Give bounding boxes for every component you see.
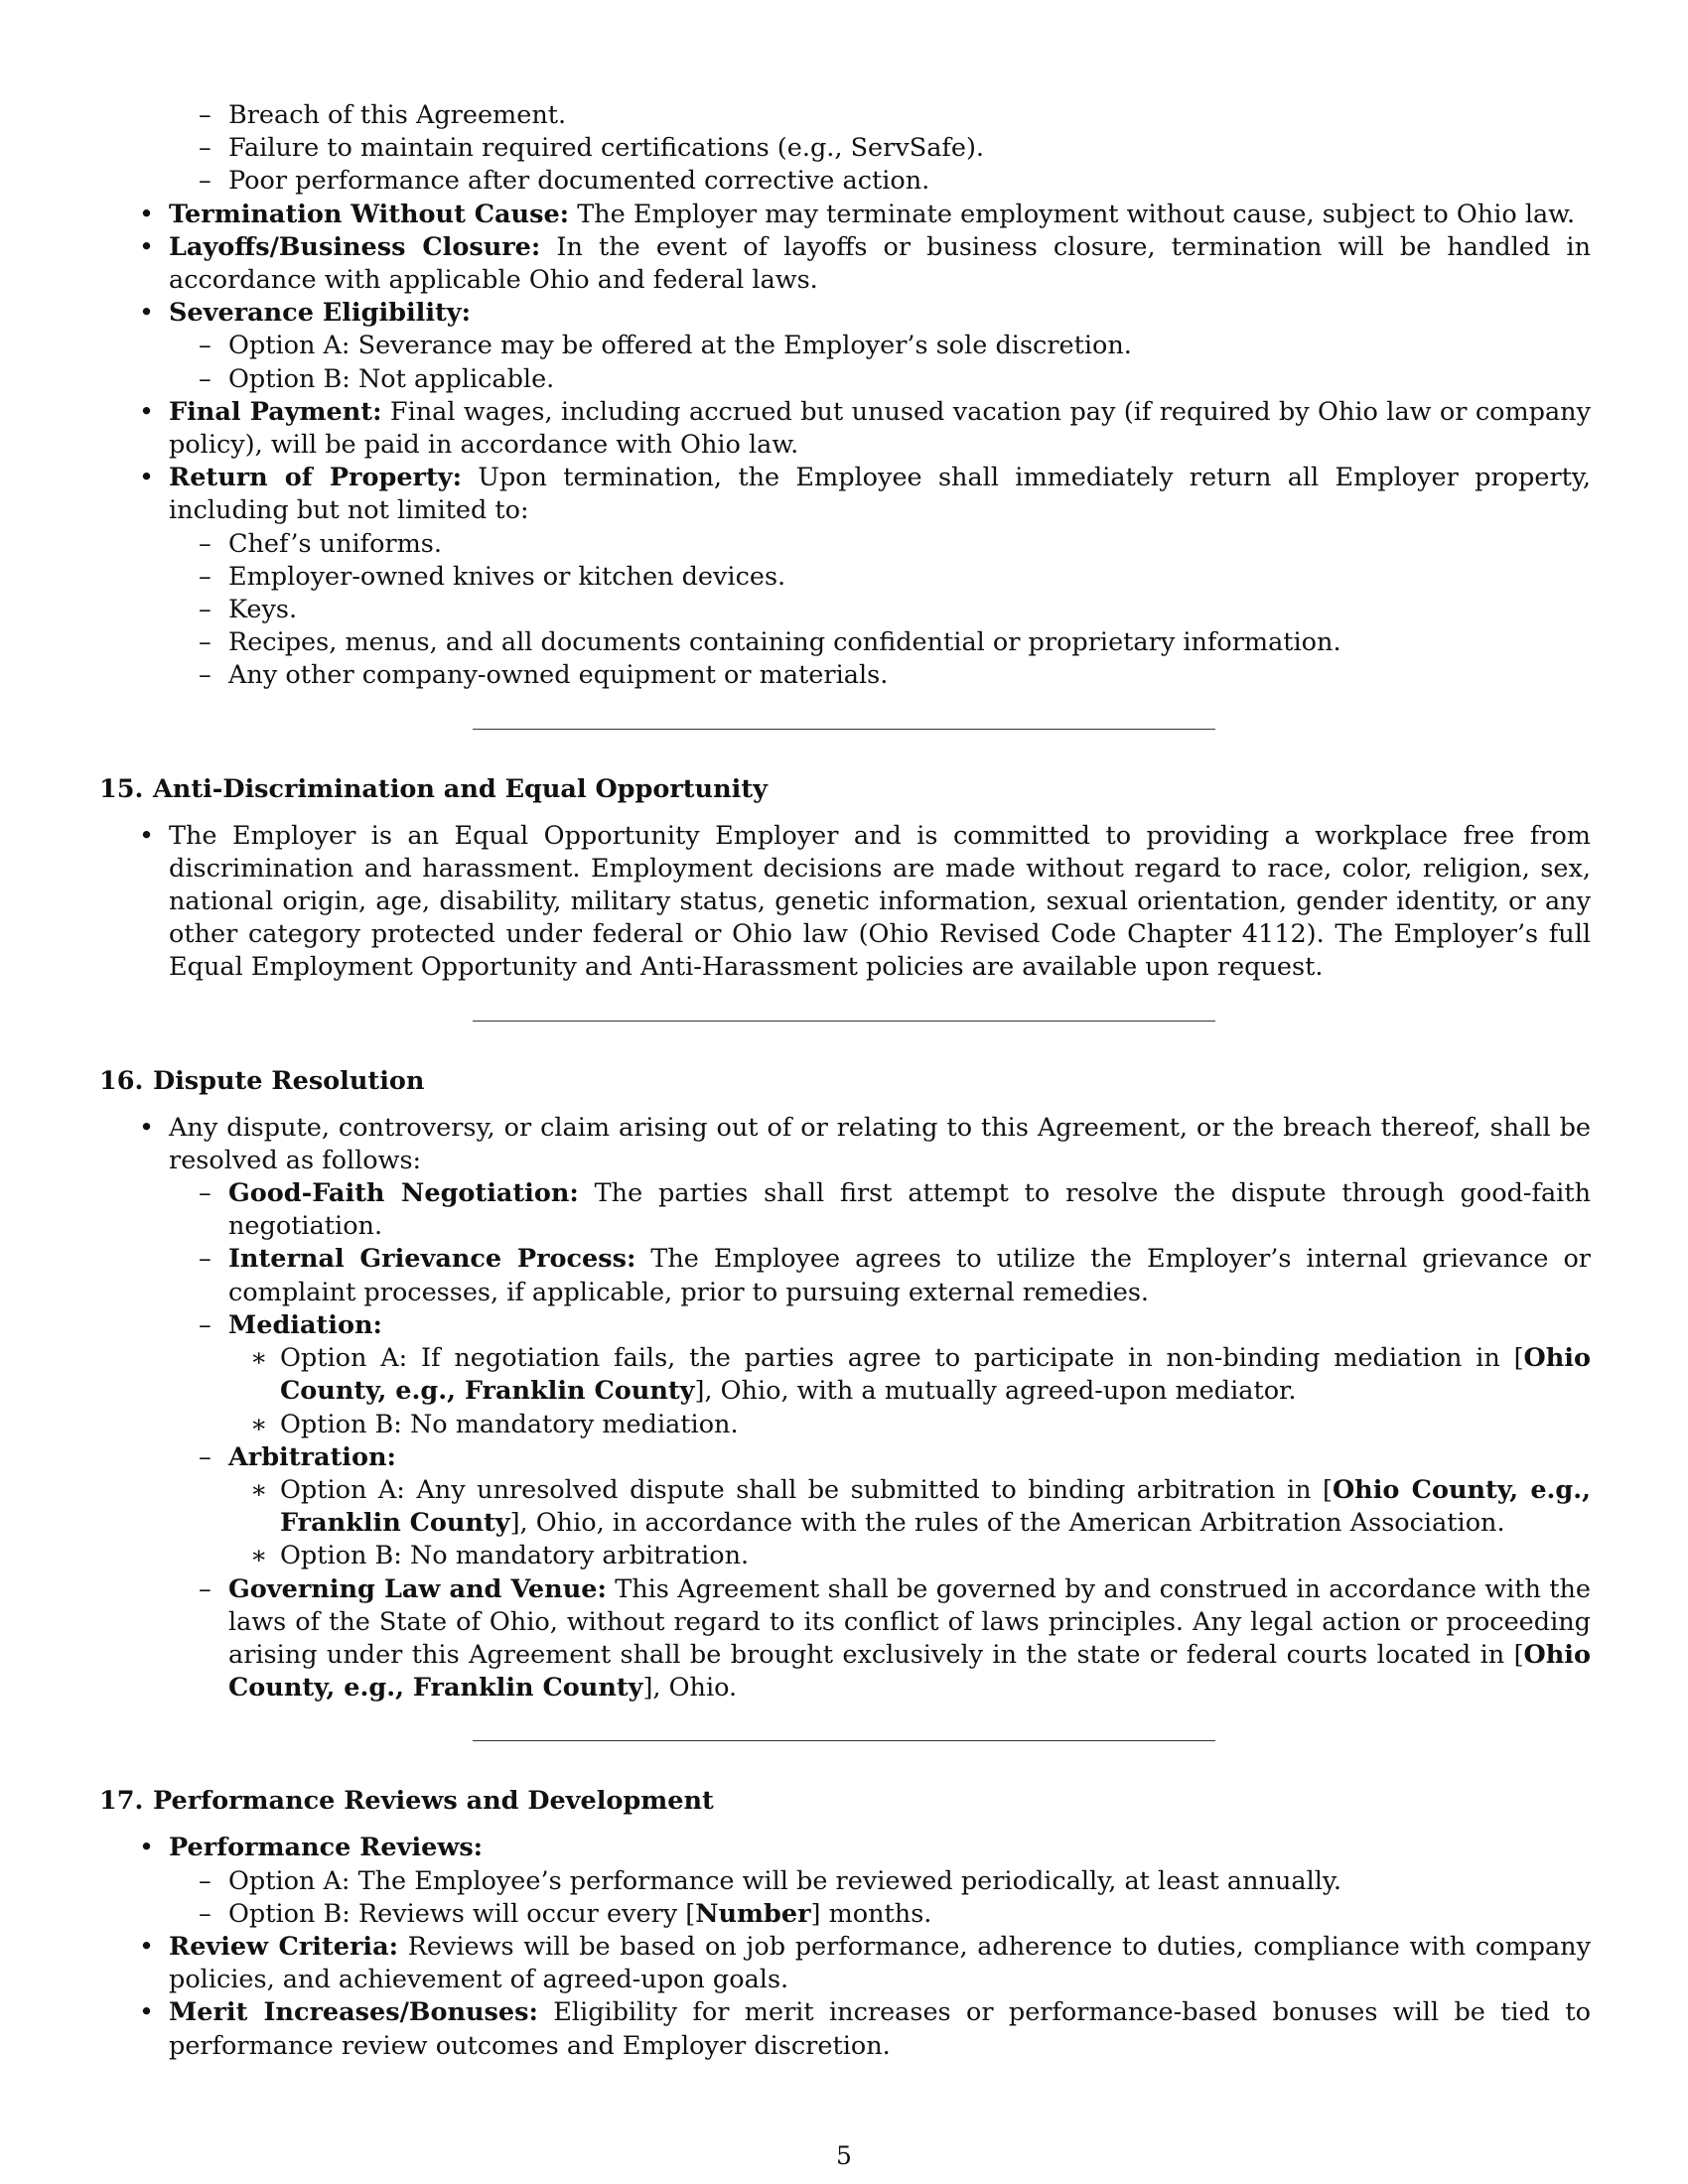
list-item-termination-without-cause (99, 199, 1591, 231)
section-number: 17. (99, 1786, 144, 1817)
section-17-list (99, 1832, 1591, 2062)
item-text: Upon termination, the Employee shall immediately return all Employer property, including but not limited to: (169, 463, 1591, 526)
list-item-severance (99, 297, 1591, 330)
document-page (99, 99, 1591, 2063)
list-item: – Employer-owned knives or kitchen devices. (99, 561, 1591, 594)
item-label: Review Criteria: (169, 1931, 399, 1962)
page-number: 5 (836, 2141, 852, 2170)
list-item: – Recipes, menus, and all documents containing confidential or proprietary information. (99, 626, 1591, 659)
list-item (99, 1898, 1591, 1931)
item-text: This Agreement shall be governed by and construed in accordance with the laws of the State of Ohio, without regard to its conflict of laws principles. Any legal action or proceeding arising under this Agreement shall be brought exclusively in the state or federal courts located in [ (228, 1573, 1591, 1670)
list-item-negotiation (99, 1177, 1591, 1243)
item-label: Good-Faith Negotiation: (228, 1178, 579, 1209)
list-item: – Any other company-owned equipment or materials. (99, 659, 1591, 692)
item-text: Option B: Reviews will occur every [ (228, 1898, 696, 1929)
item-label: Termination Without Cause: (169, 199, 570, 229)
list-item-merit-increases (99, 1996, 1591, 2062)
item-label: Mediation: (228, 1309, 382, 1340)
item-label: Merit Increases/Bonuses: (169, 1997, 538, 2028)
section-divider (473, 1740, 1215, 1741)
item-label: Arbitration: (228, 1441, 396, 1472)
item-label: Layoffs/Business Closure: (169, 231, 541, 262)
item-label: Severance Eligibility: (169, 298, 472, 329)
placeholder-text: Ohio County, e.g., Franklin County (280, 1343, 1591, 1407)
item-text: Eligibility for merit increases or performance-based bonuses will be tied to performance review outcomes and Employer discretion. (169, 1997, 1591, 2061)
list-item: ∗ Option B: No mandatory mediation. (99, 1409, 1591, 1441)
list-item: – Breach of this Agreement. (99, 99, 1591, 132)
termination-list (99, 99, 1591, 693)
item-text: The Employee agrees to utilize the Employer’s internal grievance or complaint processes, if applicable, prior to pursuing external remedies. (228, 1244, 1591, 1307)
list-item-governing-law (99, 1573, 1591, 1706)
list-item-layoffs (99, 231, 1591, 297)
list-item: – Failure to maintain required certifications (e.g., ServSafe). (99, 132, 1591, 165)
section-title: Dispute Resolution (153, 1065, 425, 1096)
list-item-final-payment (99, 396, 1591, 462)
item-text: Option A: Any unresolved dispute shall be submitted to binding arbitration in [ (280, 1474, 1333, 1505)
list-item: • Any dispute, controversy, or claim arising out of or relating to this Agreement, or the breach thereof, shall be resolved as follows: (99, 1112, 1591, 1177)
item-label: Internal Grievance Process: (228, 1244, 636, 1275)
list-item: – Option A: The Employee’s performance will be reviewed periodically, at least annually. (99, 1865, 1591, 1898)
item-text: The Employer may terminate employment without cause, subject to Ohio law. (569, 199, 1576, 229)
list-item-return-of-property (99, 462, 1591, 527)
item-text: ] months. (810, 1898, 932, 1929)
list-item: – Poor performance after documented corrective action. (99, 165, 1591, 198)
section-heading-15 (99, 773, 1591, 806)
list-item-grievance (99, 1243, 1591, 1308)
item-text: ], Ohio, with a mutually agreed-upon mediator. (694, 1376, 1297, 1407)
item-label: Performance Reviews: (169, 1833, 484, 1863)
placeholder-text: Ohio County, e.g., Franklin County (280, 1474, 1592, 1539)
list-item-arbitration (99, 1441, 1591, 1474)
section-heading-16 (99, 1065, 1591, 1098)
list-item: – Chef’s uniforms. (99, 528, 1591, 561)
placeholder-text: Ohio County, e.g., Franklin County (228, 1639, 1591, 1704)
list-item-performance-reviews (99, 1832, 1591, 1864)
section-title: Anti-Discrimination and Equal Opportunity (153, 773, 768, 804)
item-label: Governing Law and Venue: (228, 1573, 607, 1604)
list-item: • The Employer is an Equal Opportunity Employer and is committed to providing a workplace free from discrimination and harassment. Employment decisions are made without regard to race, color, religion, sex, national origin, age, disability, military status, genetic information, sexual orientation, gender identity, or any other category protected under federal or Ohio law (Ohio Revised Code Chapter 4112). The Employer’s full Equal Employment Opportunity and Anti-Harassment policies are available upon request. (99, 820, 1591, 985)
list-item: – Keys. (99, 594, 1591, 626)
list-item: – Option B: Not applicable. (99, 363, 1591, 396)
section-title: Performance Reviews and Development (153, 1786, 714, 1817)
item-text: ], Ohio. (642, 1673, 738, 1704)
item-text: Option A: If negotiation fails, the parties agree to participate in non-binding mediation in [ (280, 1343, 1524, 1374)
item-text: ], Ohio, in accordance with the rules of the American Arbitration Association. (509, 1508, 1505, 1539)
list-item-review-criteria (99, 1931, 1591, 1996)
section-number: 16. (99, 1065, 144, 1096)
list-item: – Option A: Severance may be offered at the Employer’s sole discretion. (99, 330, 1591, 362)
item-label: Return of Property: (169, 463, 462, 493)
item-text: The parties shall first attempt to resolve the dispute through good-faith negotiation. (228, 1178, 1591, 1242)
list-item-mediation (99, 1309, 1591, 1342)
item-text: In the event of layoffs or business closure, termination will be handled in accordance with applicable Ohio and federal laws. (169, 231, 1591, 296)
list-item (99, 1474, 1591, 1540)
section-15-list (99, 820, 1591, 985)
placeholder-text: Number (695, 1898, 811, 1929)
item-text: Final wages, including accrued but unused vacation pay (if required by Ohio law or company policy), will be paid in accordance with Ohio law. (169, 396, 1591, 461)
list-item (99, 1342, 1591, 1408)
section-divider (473, 1021, 1215, 1022)
item-text: Reviews will be based on job performance, adherence to duties, compliance with company policies, and achievement of agreed-upon goals. (169, 1931, 1592, 1995)
list-item: ∗ Option B: No mandatory arbitration. (99, 1540, 1591, 1572)
section-number: 15. (99, 773, 144, 804)
section-heading-17 (99, 1785, 1591, 1818)
item-label: Final Payment: (169, 396, 382, 427)
section-16-list (99, 1112, 1591, 1706)
section-divider (473, 729, 1215, 730)
